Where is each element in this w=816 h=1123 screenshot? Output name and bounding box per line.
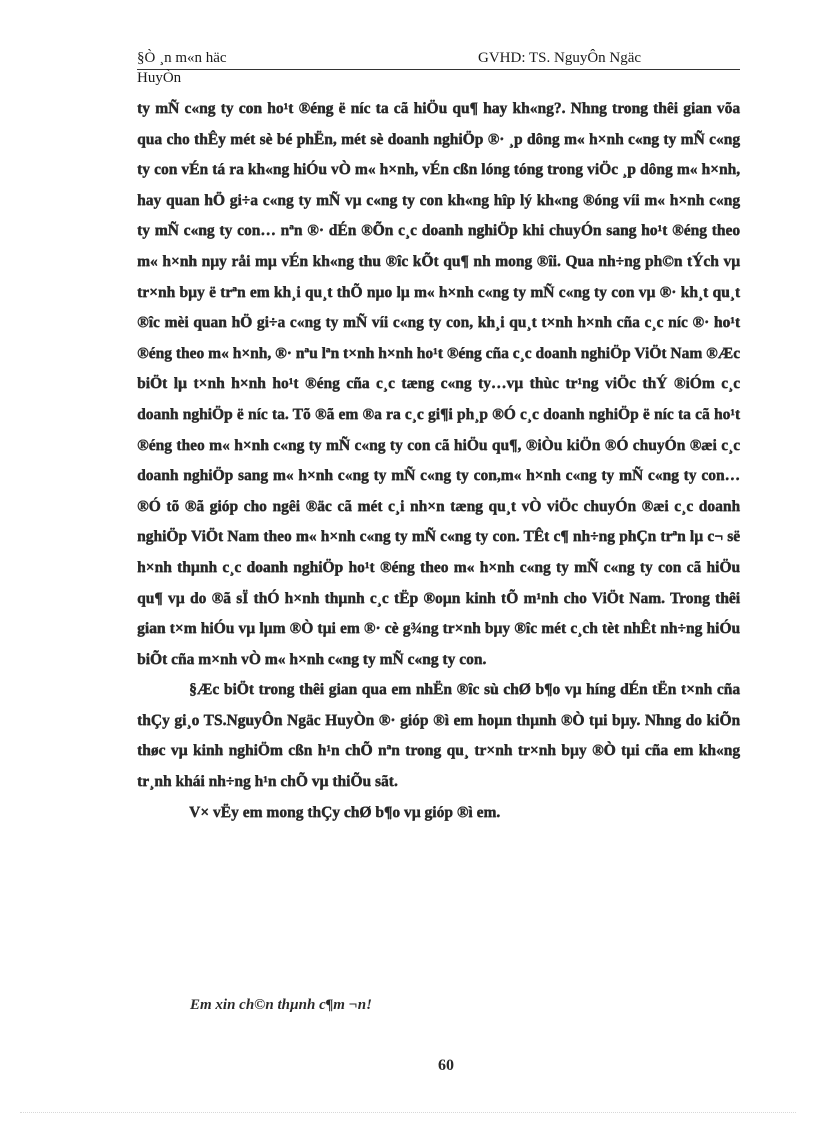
paragraph-1: ty mÑ c«ng ty con ho¹t ®éng ë níc ta cã hiÖu qu¶ hay kh«ng?. Nhng trong thêi gian võa qua cho thÊy mét sè bé phËn, mét sè doanh nghiÖp ®· ¸p dông m« h×nh c«ng ty mÑ c«ng ty con vÉn tá ra kh«ng hiÓu vÒ m« h×nh, vÉn cßn lóng tóng trong viÖc ¸p dông m« h×nh, hay quan hÖ gi÷a c«ng ty mÑ vµ c«ng ty con kh«ng hîp lý kh«ng ®óng víi m« h×nh c«ng ty mÑ c«ng ty con… nªn ®· dÉn ®Õn c¸c doanh nghiÖp khi chuyÓn sang ho¹t ®éng theo m« h×nh nµy råi mµ vÉn kh«ng thu ®îc kÕt qu¶ nh mong ®îi. Qua nh÷ng ph©n tÝch vµ tr×nh bµy ë trªn em kh¸i qu¸t thÕ nµo lµ m« h×nh c«ng ty mÑ c«ng ty con vµ ®· kh¸t qu¸t ®îc mèi quan hÖ gi÷a c«ng ty mÑ víi c«ng ty con, kh¸i qu¸t t×nh h×nh cña c¸c níc ®· ho¹t ®éng theo m« h×nh, ®· nªu lªn t×nh h×nh ho¹t ®éng cña c¸c doanh nghiÖp ViÖt Nam ®Æc biÖt lµ t×nh h×nh ho¹t ®éng cña c¸c tæng c«ng ty…vµ thùc tr¹ng viÖc thÝ ®iÓm c¸c doanh nghiÖp ë níc ta. Tõ ®ã em ®a ra c¸c gi¶i ph¸p ®Ó c¸c doanh nghiÖp ë níc ta cã ho¹t ®éng theo m« h×nh c«ng ty mÑ c«ng ty con cã hiÖu qu¶, ®iÒu kiÖn ®Ó chuyÓn ®æi c¸c doanh nghiÖp sang m« h×nh c«ng ty mÑ c«ng ty con,m« h×nh c«ng ty mÑ c«ng ty con… ®Ó tõ ®ã gióp cho ngêi ®äc cã mét c¸i nh×n tæng qu¸t vÒ viÖc chuyÓn ®æi c¸c doanh nghiÖp ViÖt Nam theo m« h×nh c«ng ty mÑ c«ng ty con. TÊt c¶ nh÷ng phÇn trªn lµ c¬ së h×nh thµnh c¸c doanh nghiÖp ho¹t ®éng theo m« h×nh c«ng ty mÑ c«ng ty con cã hiÖu qu¶ vµ do ®ã sÏ thÓ h×nh thµnh c¸c tËp ®oµn kinh tÕ m¹nh cho ViÖt Nam. Trong thêi gian t×m hiÓu vµ lµm ®Ò tµi em ®· cè g¾ng tr×nh bµy ®îc mét c¸ch tèt nhÊt nh÷ng hiÓu biÕt cña m×nh vÒ m« h×nh c«ng ty mÑ c«ng ty con. [137, 100, 740, 668]
bottom-divider [20, 1112, 796, 1113]
paragraph-2: §Æc biÖt trong thêi gian qua em nhËn ®îc sù chØ b¶o vµ híng dÉn tËn t×nh cña thÇy gi¸o TS.NguyÔn Ngäc HuyÒn ®· gióp ®ì em hoµn thµnh ®Ò tµi bµy. Nhng do kiÕn thøc vµ kinh nghiÖm cßn h¹n chÕ nªn trong qu¸ tr×nh tr×nh bµy ®Ò tµi cña em kh«ng tr¸nh khái nh÷ng h¹n chÕ vµ thiÕu sãt. [137, 681, 740, 791]
header-left: §Ò ¸n m«n häc [137, 50, 227, 66]
header-continuation: HuyÒn [137, 70, 182, 86]
body-text [137, 94, 740, 828]
closing-line: Em xin ch©n thµnh c¶m ¬n! [190, 997, 372, 1013]
header-rule [137, 69, 740, 70]
page-number: 60 [438, 1057, 454, 1074]
paragraph-3: V× vËy em mong thÇy chØ b¶o vµ gióp ®ì em. [189, 803, 501, 821]
header-right: GVHD: TS. NguyÔn Ngäc [478, 50, 642, 66]
